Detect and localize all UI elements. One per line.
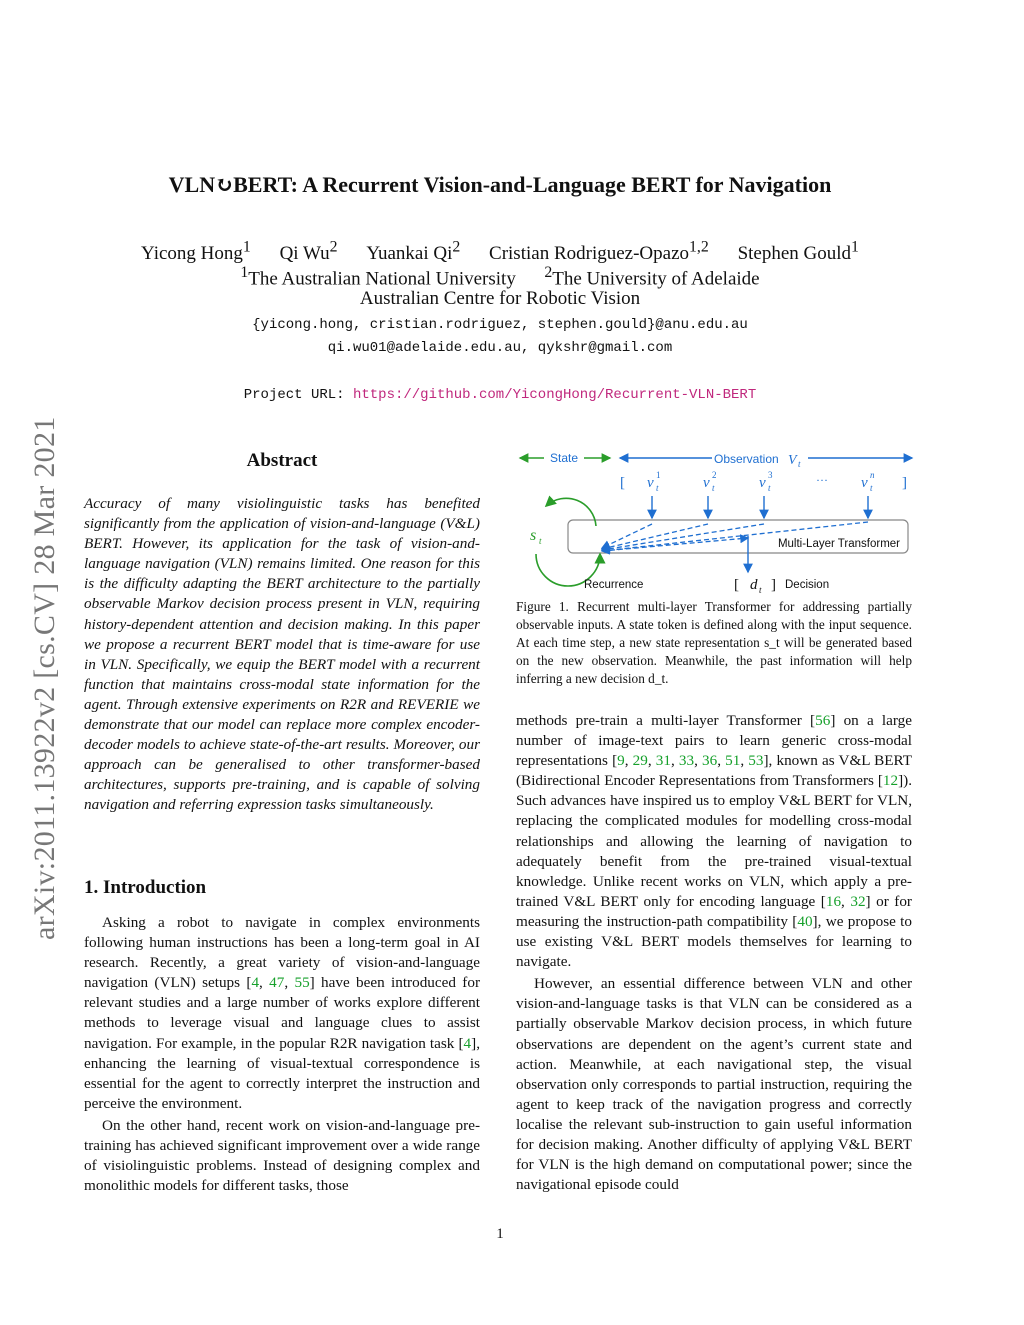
author-name: Yicong Hong [141, 243, 243, 265]
text-run: , [259, 974, 270, 992]
author-name: Cristian Rodriguez-Opazo [489, 243, 690, 265]
project-url-label: Project URL: [243, 387, 353, 403]
author-sup: 1 [242, 239, 251, 256]
author-name: Yuankai Qi [366, 243, 453, 265]
token-base: v [703, 475, 710, 491]
author-name: Qi Wu [279, 243, 330, 265]
recurrence-label: Recurrence [584, 579, 644, 591]
page-number: 1 [496, 1226, 504, 1242]
decision-label: Decision [785, 579, 830, 591]
citation-link[interactable]: 56 [815, 712, 831, 729]
close-bracket: ] [902, 475, 907, 491]
author-3 [366, 239, 461, 265]
decision-close-bracket: ] [771, 577, 776, 593]
token-vn [861, 470, 875, 493]
state-sub: t [539, 536, 542, 546]
citation-link[interactable]: 36 [702, 752, 718, 770]
text-run: ], known as V&L BERT (Bidirectional Encoder Representations from Transformers [ [516, 752, 913, 790]
citation-link[interactable]: 9 [617, 752, 625, 770]
arxiv-identifier: arXiv:2011.13922v2 [cs.CV] 28 Mar 2021 [28, 416, 61, 940]
title-suffix: BERT: A Recurrent Vision-and-Language BERT for Navigation [233, 172, 832, 197]
observation-symbol: V [788, 453, 797, 468]
affiliation-anu: The Australian National University [248, 268, 516, 290]
decision-sub: t [759, 585, 762, 595]
citation-link[interactable]: 53 [748, 752, 764, 770]
text-run: ]). Such advances have inspired us to employ V&L BERT for VLN, replacing the complicated modules for modelling cross-modal relationships and allowing the learning of navigation to adequately benefit from the pre-trained visual-textual knowledge. Unlike recent works on VLN, which apply a pre-trained V&L BERT only for encoding language [ [516, 772, 912, 910]
author-sup: 2 [452, 239, 461, 256]
project-url-line [0, 387, 1000, 403]
text-run: methods pre-train a multi-layer Transformer [ [516, 712, 816, 729]
token-sub: t [656, 483, 659, 493]
right-paragraph-2: However, an essential difference between VLN and other vision-and-language tasks is that VLN can be considered as a partially observable Markov decision process, in which future observations are dependent on the agent’s current state and action. Meanwhile, at each navigational step, the visual observation only corresponds to partial instruction, requiring the agent to keep track of the navigation progress and correctly localise the relevant sub-instruction to gain useful information for decision making. Another difficulty of applying V&L BERT for VLN is the high demand on computational power; since the navigational episode could [516, 975, 912, 1194]
author-sup: 1 [851, 239, 859, 256]
token-base: v [647, 475, 654, 491]
citation-link[interactable]: 31 [655, 752, 671, 770]
citation-link[interactable]: 55 [294, 974, 310, 992]
token-sub: t [712, 483, 715, 493]
email-line-1: {yicong.hong, cristian.rodriguez, stephen.gould}@anu.edu.au [252, 317, 748, 333]
abstract-heading: Abstract [246, 450, 318, 471]
text-run: ] on a large number of image-text pairs to learn generic cross-modal representations [ [516, 712, 912, 770]
text-run: ] or for measuring the instruction-path compatibility [ [516, 892, 912, 930]
state-symbol [530, 527, 542, 546]
observation-label: Observation [714, 452, 779, 466]
citation-link[interactable]: 12 [882, 772, 899, 790]
right-paragraph-1: methods pre-train a multi-layer Transformer [56] on a large number of image-text pairs to learn generic cross-modal representations [9, 29, 31, 33, 36, 51, 53], known as V&L BERT (Bidirectional Encoder Representations from Transformers [12]). Such advances have inspired us to employ V&L BERT for VLN, replacing the complicated modules for modelling cross-modal relationships and allowing the learning of navigation to adequately benefit from the pre-trained visual-textual knowledge. Unlike recent works on VLN, which apply a pre-trained V&L BERT only for encoding language [16, 32] or for measuring the instruction-path compatibility [40], we propose to use existing V&L BERT models themselves for learning to navigate. [516, 712, 913, 971]
token-sup: 3 [768, 470, 773, 480]
affiliation-acrv: Australian Centre for Robotic Vision [359, 288, 641, 309]
citation-link[interactable]: 4 [463, 1034, 472, 1052]
citation-link[interactable]: 51 [725, 752, 741, 770]
state-s: s [530, 527, 537, 544]
text-run: Asking a robot to navigate in complex environments following human instructions has been a long-term goal in AI research. Recently, a great variety of vision-and-language navigation (VLN) setups [ [84, 914, 480, 992]
open-bracket: [ [620, 475, 625, 491]
figure-caption: Figure 1. Recurrent multi-layer Transformer for addressing partially observable inputs. A state token is defined along with the input sequence. At each time step, a new state representation s_t will be generated based on the new observation. Meanwhile, the past information will help inferring a new decision d_t. [516, 599, 912, 686]
affil-sup: 1 [240, 264, 249, 281]
token-v2 [703, 470, 717, 493]
text-run: , [284, 974, 295, 992]
token-sub: t [768, 483, 771, 493]
observation-subscript: t [798, 459, 801, 469]
token-base: v [759, 475, 766, 491]
text-run: ] have been introduced for relevant studies and a large number of works explore different methods to leverage visual and language clues to assist navigation. For example, in the popular R2R navigation task [ [84, 974, 481, 1052]
token-sup: n [870, 470, 875, 480]
author-1 [141, 239, 251, 265]
token-sup: 1 [656, 470, 661, 480]
intro-paragraph-2: On the other hand, recent work on vision-and-language pre-training has achieved significant improvement over a wide range of visiolinguistic problems. Instead of designing complex and monolithic models for different tasks, those [84, 1116, 480, 1195]
token-base: v [861, 475, 868, 491]
token-ellipsis: ··· [816, 473, 828, 487]
transformer-label: Multi-Layer Transformer [777, 538, 900, 550]
author-2 [279, 239, 338, 265]
intro-paragraph-1 [84, 913, 480, 1114]
text-run: ], enhancing the learning of visual-textual correspondence is essential for the agent to correctly interpret the instruction and perceive the environment. [84, 1034, 480, 1112]
title-prefix: VLN [168, 172, 216, 197]
left-column-body [84, 913, 480, 1198]
author-list [0, 239, 1000, 265]
email-line-2: qi.wu01@adelaide.edu.au, qykshr@gmail.com [327, 340, 673, 356]
token-v1 [647, 470, 661, 493]
affiliation-adelaide: The University of Adelaide [552, 268, 760, 290]
text-run: ], we propose to use existing V&L BERT models themselves for learning to navigate. [516, 912, 912, 971]
abstract-text: Accuracy of many visiolinguistic tasks has benefited significantly from the application of vision-and-language (V&L) BERT. However, its application for the task of vision-and-language navigation (VLN) remains limited. One reason for this is the difficulty adapting the BERT architecture to the partially observable Markov decision process present in VLN, requiring history-dependent attention and decision making. In this paper we propose a recurrent BERT model that is time-aware for use in VLN. Specifically, we equip the BERT model with a recurrent function that maintains cross-modal state information for the agent. Through extensive experiments on R2R and REVERIE we demonstrate that our model can replace more complex encoder-decoder models to achieve state-of-the-art results. Moreover, our approach can be generalised to other transformer-based architectures, supports pre-training, and is capable of solving navigation and referring expression tasks simultaneously. [84, 495, 480, 814]
affil-sup: 2 [544, 264, 553, 281]
paper-title [0, 172, 1000, 198]
figure-recurrent-transformer [516, 444, 916, 596]
state-label: State [549, 451, 579, 465]
introduction-heading: 1. Introduction [84, 877, 207, 898]
decision-open-bracket: [ [734, 577, 739, 593]
recurrent-arrow-icon: ↻ [215, 172, 234, 197]
project-url-link[interactable]: https://github.com/YicongHong/Recurrent-VLN-BERT [352, 387, 757, 403]
decision-d: d [750, 577, 758, 593]
author-4 [489, 239, 709, 265]
citation-link[interactable]: 47 [269, 974, 285, 992]
citation-link[interactable]: 16 [825, 892, 842, 910]
token-v3 [759, 470, 773, 493]
right-column-body [516, 711, 912, 1197]
author-5 [737, 239, 859, 265]
token-sub: t [870, 483, 873, 493]
citation-link[interactable]: 40 [797, 912, 813, 930]
citation-link[interactable]: 4 [251, 974, 260, 992]
token-sup: 2 [712, 470, 717, 480]
author-name: Stephen Gould [737, 243, 852, 265]
citation-link[interactable]: 32 [850, 892, 866, 910]
citation-link[interactable]: 29 [632, 752, 648, 770]
affiliation-line-1 [0, 264, 1000, 290]
author-sup: 2 [329, 239, 338, 256]
citation-link[interactable]: 33 [678, 752, 695, 770]
author-sup: 1,2 [689, 239, 709, 256]
